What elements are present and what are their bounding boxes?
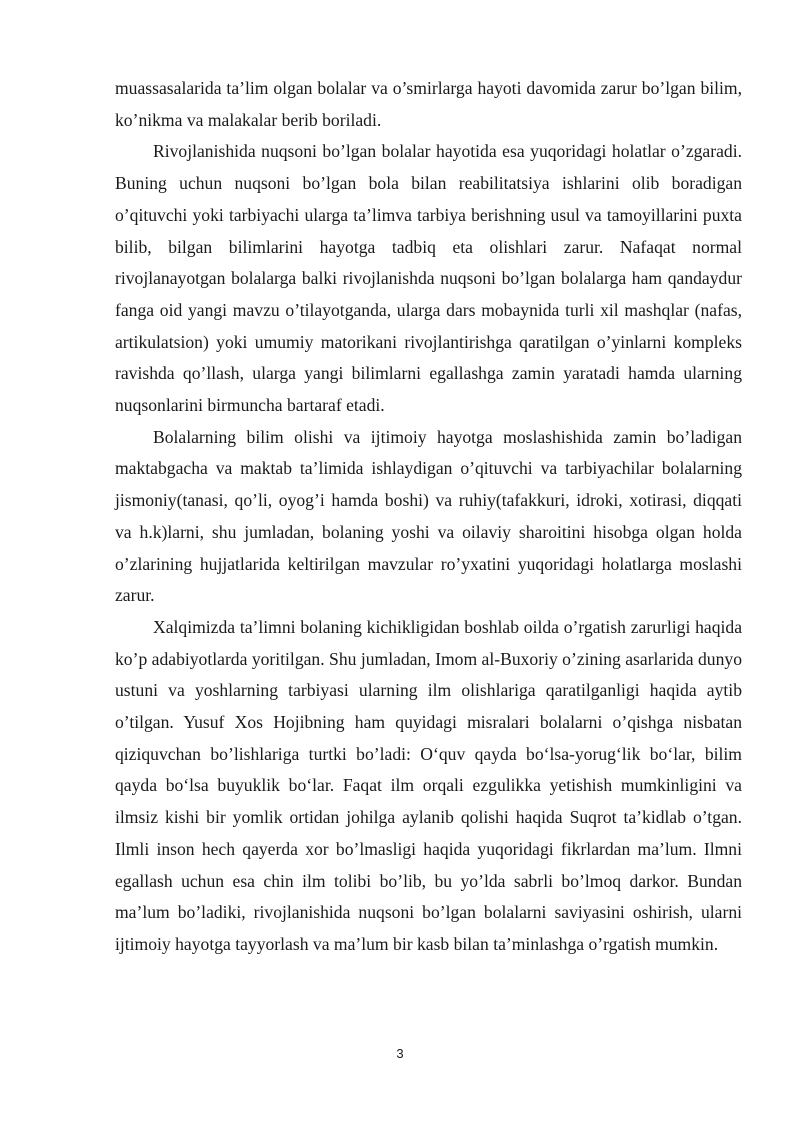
document-body [115, 73, 742, 961]
paragraph: Xalqimizda ta’limni bolaning kichikligidan boshlab oilda o’rgatish zarurligi haqida ko’p adabiyotlarda yoritilgan. Shu jumladan, Imom al-Buxoriy o’zining asarlarida dunyo ustuni va yoshlarning tarbiyasi ularning ilm olishlariga qaratilganligi haqida aytib o’tilgan. Yusuf Xos Hojibning ham quyidagi misralari bolalarni o’qishga nisbatan qiziquvchan bo’lishlariga turtki bo’ladi: O‘quv qayda bo‘lsa-yorug‘lik bo‘lar, bilim qayda bo‘lsa buyuklik bo‘lar. Faqat ilm orqali ezgulikka yetishish mumkinligini va ilmsiz kishi bir yomlik ortidan johilga aylanib qolishi haqida Suqrot ta’kidlab o’tgan. Ilmli inson hech qayerda xor bo’lmasligi haqida yuqoridagi fikrlardan ma’lum. Ilmni egallash uchun esa chin ilm tolibi bo’lib, bu yo’lda sabrli bo’lmoq darkor. Bundan ma’lum bo’ladiki, rivojlanishida nuqsoni bo’lgan bolalarni saviyasini oshirish, ularni ijtimoiy hayotga tayyorlash va ma’lum bir kasb bilan ta’minlashga o’rgatish mumkin. [115, 616, 742, 954]
page-number: 3 [396, 1046, 404, 1061]
paragraph: Rivojlanishida nuqsoni bo’lgan bolalar hayotida esa yuqoridagi holatlar o’zgaradi. Buning uchun nuqsoni bo’lgan bola bilan reabilitatsiya ishlarini olib boradigan o’qituvchi yoki tarbiyachi ularga ta’limva tarbiya berishning usul va tamoyillarini puxta bilib, bilgan bilimlarini hayotga tadbiq eta olishlari zarur. Nafaqat normal rivojlanayotgan bolalarga balki rivojlanishda nuqsoni bo’lgan bolalarga ham qandaydur fanga oid yangi mavzu o’tilayotganda, ularga dars mobaynida turli xil mashqlar (nafas, artikulatsion) yoki umumiy matorikani rivojlantirishga qaratilgan o’yinlarni kompleks ravishda qo’llash, ularga yangi bilimlarni egallashga zamin yaratadi hamda ularning nuqsonlarini birmuncha bartaraf etadi. [115, 141, 742, 416]
paragraph-continuation: muassasalarida ta’lim olgan bolalar va o’smirlarga hayoti davomida zarur bo’lgan bilim, ko’nikma va malakalar berib boriladi. [115, 78, 742, 130]
paragraph: Bolalarning bilim olishi va ijtimoiy hayotga moslashishida zamin bo’ladigan maktabgacha va maktab ta’limida ishlaydigan o’qituvchi va tarbiyachilar bolalarning jismoniy(tanasi, qo’li, oyog’i hamda boshi) va ruhiy(tafakkuri, idroki, xotirasi, diqqati va h.k)larni, shu jumladan, bolaning yoshi va oilaviy sharoitini hisobga olgan holda o’zlarining hujjatlarida keltirilgan mavzular ro’yxatini yuqoridagi holatlarga moslashi zarur. [115, 426, 742, 606]
